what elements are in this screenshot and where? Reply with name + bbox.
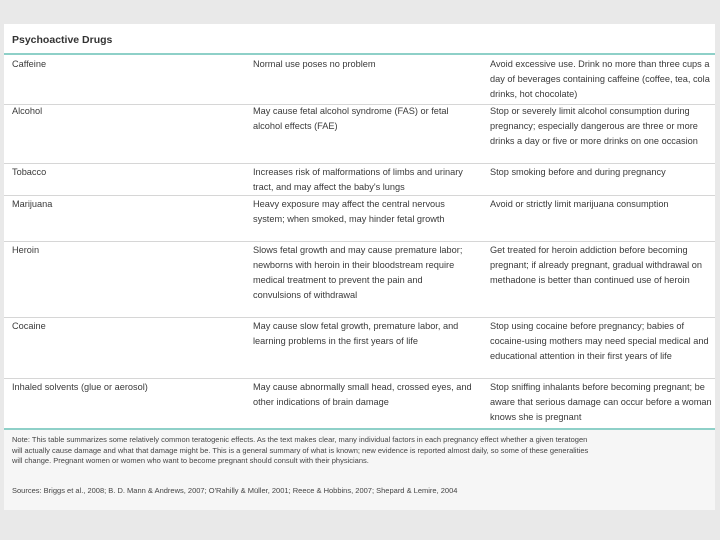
drug-advice: Stop or severely limit alcohol consumption during pregnancy; especially dangerous are three or more drinks a day or five or more drinks on one occasion xyxy=(490,106,698,146)
table-sources: Sources: Briggs et al., 2008; B. D. Mann & Andrews, 2007; O'Rahilly & Müller, 2001; Reece & Hobbins, 2007; Shepard & Lemire, 2004 xyxy=(12,486,458,495)
drug-effect: May cause fetal alcohol syndrome (FAS) or fetal alcohol effects (FAE) xyxy=(253,106,449,131)
drug-advice: Get treated for heroin addiction before becoming pregnant; if already pregnant, gradual withdrawal on methadone is better than continued use of heroin xyxy=(490,245,702,285)
title-divider xyxy=(4,53,715,55)
drug-advice: Avoid excessive use. Drink no more than three cups a day of beverages containing caffeine (coffee, tea, cola drinks, hot chocolate) xyxy=(490,59,710,99)
drug-advice: Stop using cocaine before pregnancy; babies of cocaine-using mothers may need special medical and educational attention in their first years of life xyxy=(490,321,709,361)
drug-effect: Slows fetal growth and may cause premature labor; newborns with heroin in their bloodstream require medical treatment to prevent the pain and convulsions of withdrawal xyxy=(253,245,463,300)
notes-section xyxy=(4,430,715,510)
row-divider xyxy=(4,163,715,164)
drug-advice: Stop sniffing inhalants before becoming pregnant; be aware that serious damage can occur before a woman knows she is pregnant xyxy=(490,382,712,422)
table-note: Note: This table summarizes some relatively common teratogenic effects. As the text makes clear, many individual factors in each pregnancy effect whether a given teratogen will actually cause damage and what that damage might be. This is a general summary of what is known; new evidence is reported almost daily, so some of these generalities will change. Pregnant women or women who want to become pregnant should consult with their physicians. xyxy=(12,435,589,465)
drug-name: Heroin xyxy=(12,245,40,255)
row-divider xyxy=(4,317,715,318)
drug-advice: Avoid or strictly limit marijuana consumption xyxy=(490,199,669,209)
drug-name: Marijuana xyxy=(12,199,53,209)
drug-effect: May cause slow fetal growth, premature labor, and learning problems in the first years of life xyxy=(253,321,459,346)
table-title: Psychoactive Drugs xyxy=(12,34,113,46)
row-divider xyxy=(4,378,715,379)
row-divider xyxy=(4,195,715,196)
drug-name: Cocaine xyxy=(12,321,46,331)
row-divider xyxy=(4,241,715,242)
drug-name: Inhaled solvents (glue or aerosol) xyxy=(12,382,148,392)
drug-name: Alcohol xyxy=(12,106,43,116)
drug-effect: Increases risk of malformations of limbs and urinary tract, and may affect the baby's lungs xyxy=(253,167,463,192)
drug-advice: Stop smoking before and during pregnancy xyxy=(490,167,666,177)
drug-name: Tobacco xyxy=(12,167,47,177)
drug-effect: May cause abnormally small head, crossed eyes, and other indications of brain damage xyxy=(253,382,472,407)
drug-effect: Heavy exposure may affect the central nervous system; when smoked, may hinder fetal growth xyxy=(253,199,445,224)
drug-name: Caffeine xyxy=(12,59,47,69)
drug-effect: Normal use poses no problem xyxy=(253,59,376,69)
drug-table-card xyxy=(4,24,715,510)
